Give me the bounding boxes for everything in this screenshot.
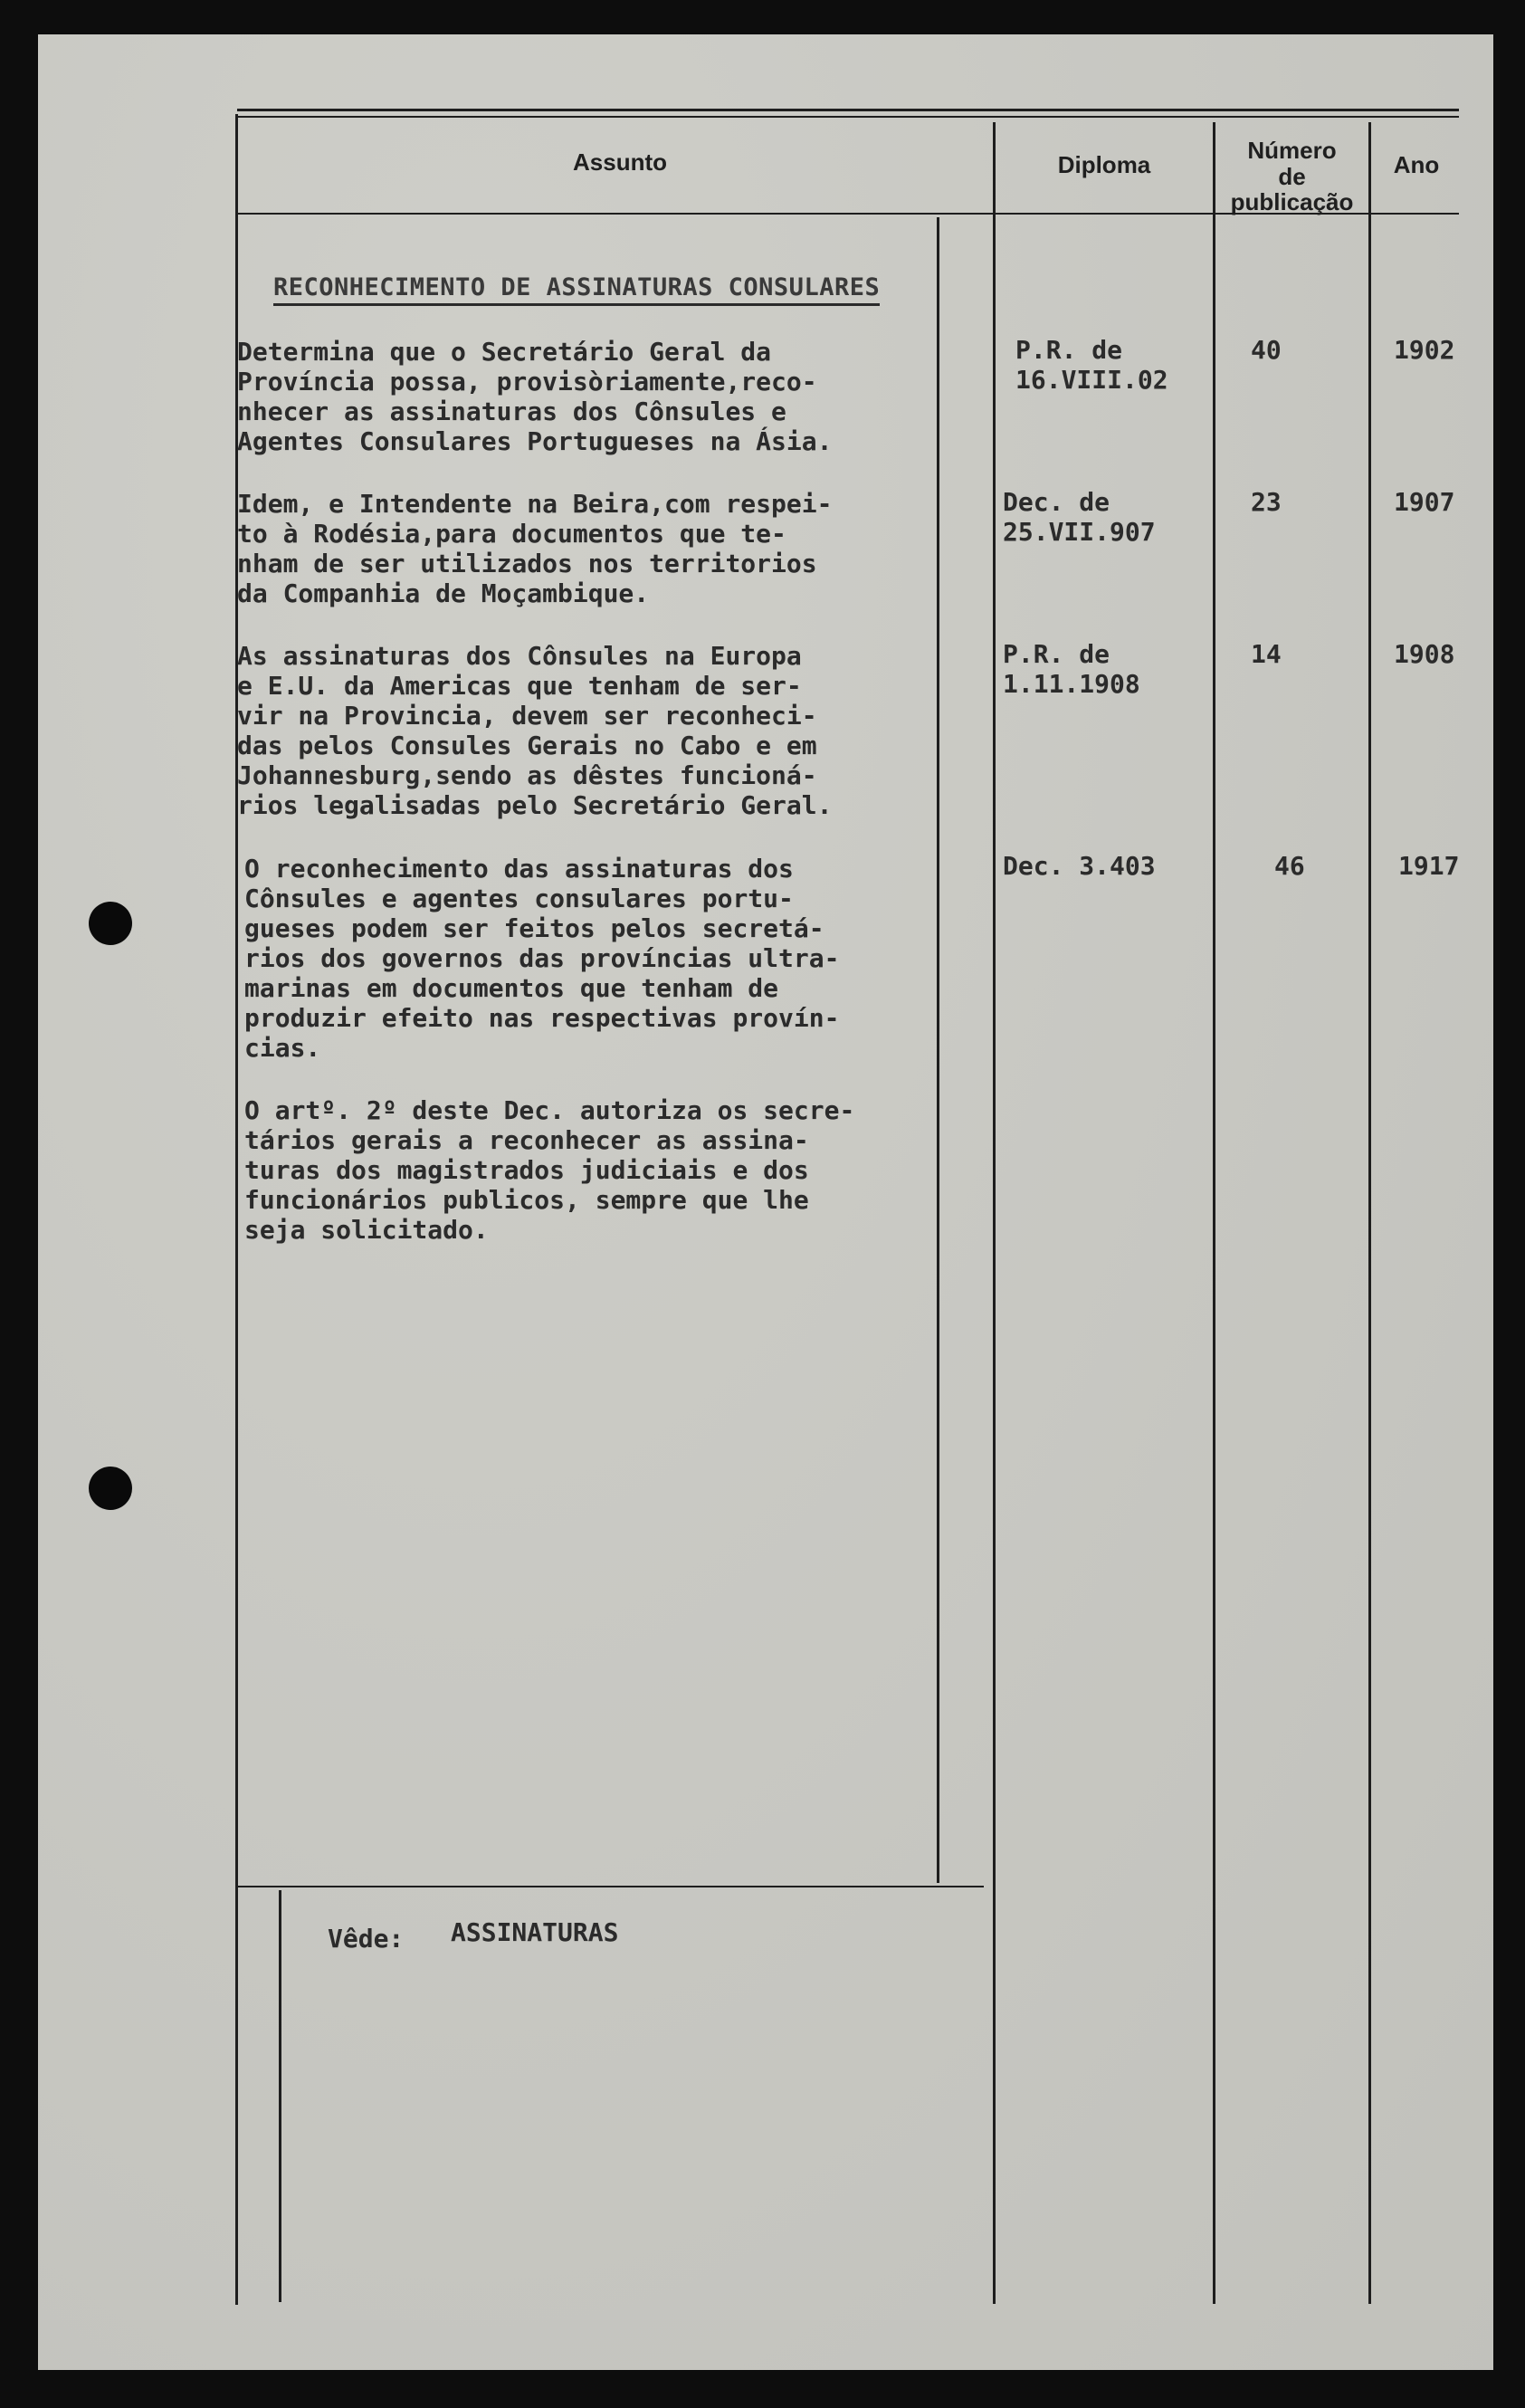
entry-3-assunto: As assinaturas dos Cônsules na Europa e E.U. da Americas que tenham de ser- vir na Provincia, devem ser reconheci- das pelos Consules Gerais no Cabo e em Johannesburg,sendo as dêstes funcioná- rios legalisadas pelo Secretário Geral. xyxy=(237,641,833,820)
entry-2-diploma: Dec. de 25.VII.907 xyxy=(1003,487,1156,547)
entry-4-diploma: Dec. 3.403 xyxy=(1003,851,1156,881)
punch-hole-top xyxy=(89,902,132,945)
entry-2-ano: 1907 xyxy=(1394,487,1455,517)
top-rule-2 xyxy=(237,116,1459,118)
entry-1-numero: 40 xyxy=(1251,335,1282,365)
header-numero: Número de publicação xyxy=(1230,137,1354,216)
footer-rule xyxy=(237,1886,984,1887)
section-title: RECONHECIMENTO DE ASSINATURAS CONSULARES xyxy=(273,273,880,306)
entry-5-assunto: O artº. 2º deste Dec. autoriza os secre- tários gerais a reconhecer as assina- turas dos magistrados judiciais e dos funcionários publicos, sempre que lhe seja solicitado. xyxy=(244,1095,855,1245)
see-also-label: Vêde: xyxy=(328,1924,405,1954)
entry-4-numero: 46 xyxy=(1274,851,1305,881)
entry-3-diploma: P.R. de 1.11.1908 xyxy=(1003,639,1140,699)
header-ano: Ano xyxy=(1393,151,1440,178)
entry-1-ano: 1902 xyxy=(1394,335,1455,365)
header-diploma: Diploma xyxy=(1057,151,1151,178)
entry-2-assunto: Idem, e Intendente na Beira,com respei- to à Rodésia,para documentos que te- nham de ser utilizados nos territorios da Companhia de Moçambique. xyxy=(237,489,833,608)
numero-left-rule xyxy=(1213,122,1215,2304)
entry-3-ano: 1908 xyxy=(1394,639,1455,669)
punch-hole-bottom xyxy=(89,1467,132,1510)
entry-1-assunto: Determina que o Secretário Geral da Província possa, provisòriamente,reco- nhecer as assinaturas dos Cônsules e Agentes Consulares Portugueses na Ásia. xyxy=(237,337,833,456)
entry-2-numero: 23 xyxy=(1251,487,1282,517)
entry-1-diploma: P.R. de 16.VIII.02 xyxy=(1015,335,1168,395)
top-rule-1 xyxy=(237,109,1459,111)
entry-4-assunto: O reconhecimento das assinaturas dos Cônsules e agentes consulares portu- gueses podem ser feitos pelos secretá- rios dos governos das províncias ultra- marinas em documentos que tenham de produzir efeito nas respectivas provín- cias. xyxy=(244,854,840,1063)
see-also-value: ASSINATURAS xyxy=(451,1917,619,1947)
entry-3-numero: 14 xyxy=(1251,639,1282,669)
entry-4-ano: 1917 xyxy=(1398,851,1460,881)
diploma-left-rule xyxy=(993,122,996,2304)
ano-left-rule xyxy=(1368,122,1371,2304)
header-assunto: Assunto xyxy=(573,148,667,176)
footer-inner-rule xyxy=(279,1890,281,2302)
